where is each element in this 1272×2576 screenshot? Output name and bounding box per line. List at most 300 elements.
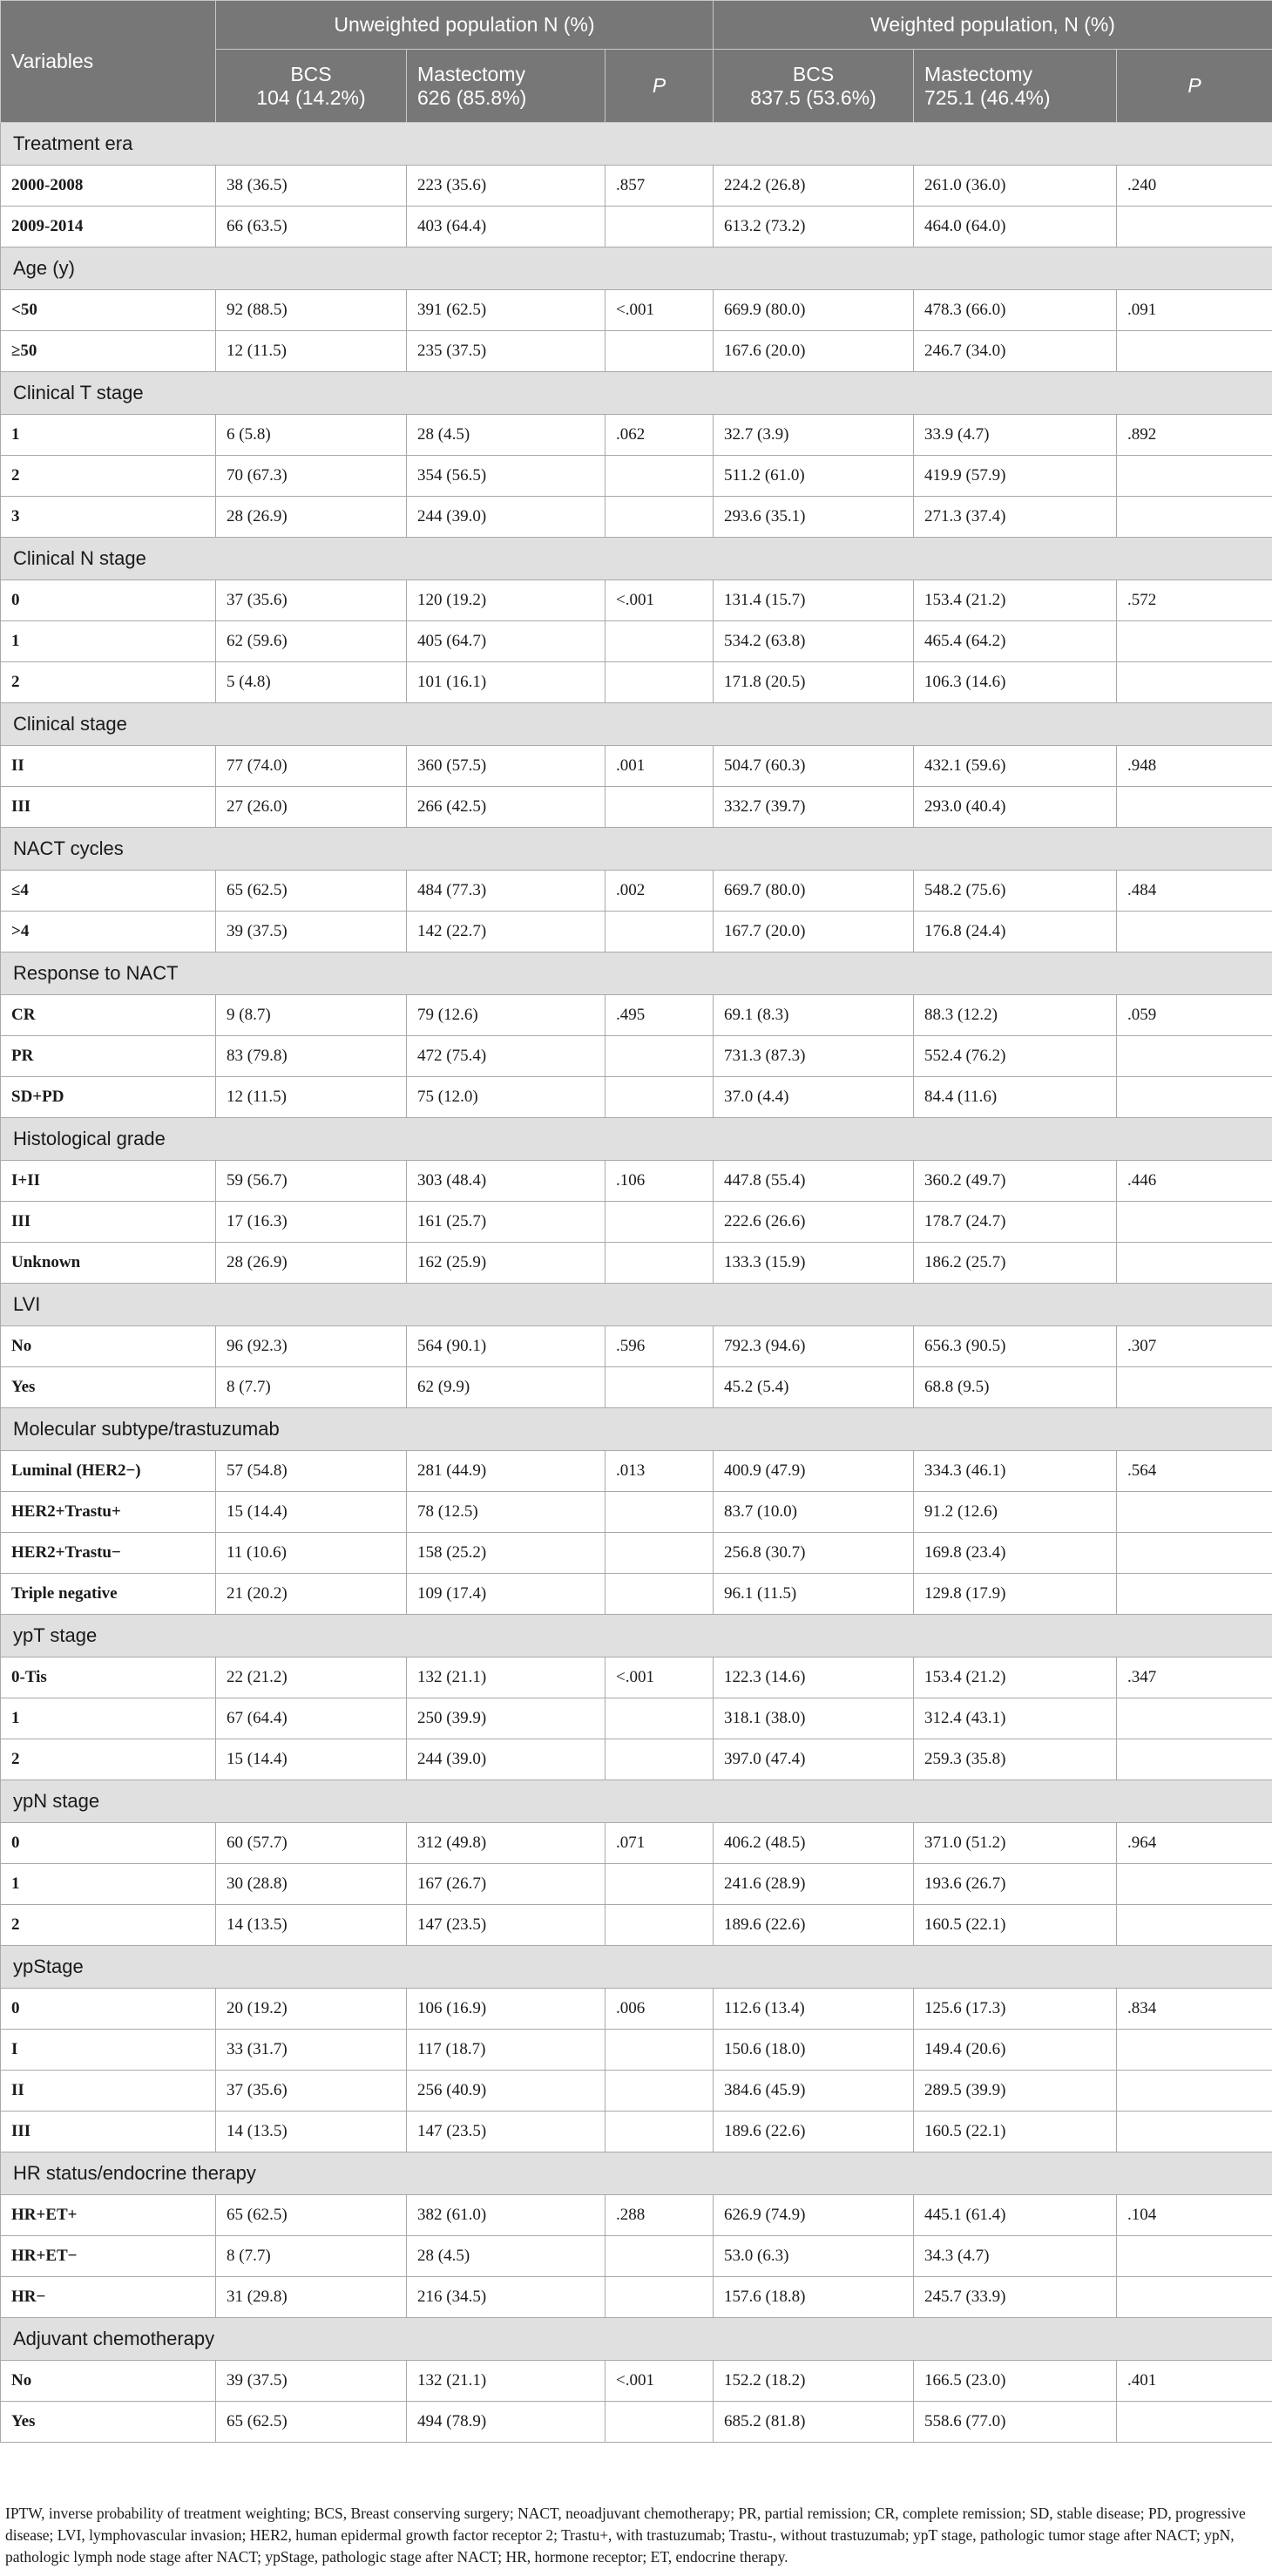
unweighted-p-cell: [606, 2402, 714, 2443]
weighted-mastectomy-cell: 432.1 (59.6): [914, 746, 1117, 787]
row-label: HER2+Trastu+: [1, 1492, 216, 1533]
weighted-mastectomy-cell: 153.4 (21.2): [914, 1657, 1117, 1698]
unweighted-mastectomy-cell: 147 (23.5): [407, 2112, 606, 2152]
weighted-bcs-cell: 152.2 (18.2): [714, 2361, 914, 2402]
unweighted-bcs-cell: 37 (35.6): [216, 580, 407, 621]
unweighted-bcs-cell: 17 (16.3): [216, 1202, 407, 1243]
section-header-row: [1, 538, 1272, 580]
unweighted-mastectomy-cell: 62 (9.9): [407, 1367, 606, 1408]
section-header-row: [1, 372, 1272, 415]
row-label: I+II: [1, 1161, 216, 1202]
section-title: HR status/endocrine therapy: [1, 2152, 1272, 2195]
weighted-bcs-cell: 504.7 (60.3): [714, 746, 914, 787]
weighted-p-cell: [1117, 1864, 1272, 1905]
table-row: [1, 1243, 1272, 1284]
unweighted-bcs-cell: 60 (57.7): [216, 1823, 407, 1864]
weighted-p-cell: .964: [1117, 1823, 1272, 1864]
unweighted-bcs-cell: 66 (63.5): [216, 207, 407, 247]
weighted-bcs-count: 837.5 (53.6%): [750, 85, 876, 109]
weighted-p-cell: .104: [1117, 2195, 1272, 2236]
unweighted-mastectomy-cell: 382 (61.0): [407, 2195, 606, 2236]
unweighted-bcs-cell: 39 (37.5): [216, 2361, 407, 2402]
row-label: 2: [1, 1905, 216, 1946]
section-header-row: [1, 2318, 1272, 2361]
weighted-mastectomy-label: Mastectomy: [924, 62, 1033, 85]
unweighted-p-cell: [606, 497, 714, 538]
table-row: [1, 2277, 1272, 2318]
weighted-p-cell: [1117, 1077, 1272, 1118]
section-header-row: [1, 1615, 1272, 1657]
unweighted-p-cell: [606, 1243, 714, 1284]
weighted-bcs-cell: 447.8 (55.4): [714, 1161, 914, 1202]
weighted-bcs-cell: 131.4 (15.7): [714, 580, 914, 621]
row-label: CR: [1, 995, 216, 1036]
unweighted-bcs-cell: 27 (26.0): [216, 787, 407, 828]
unweighted-p-cell: [606, 2030, 714, 2071]
row-label: 3: [1, 497, 216, 538]
section-header-row: [1, 247, 1272, 290]
table-row: [1, 662, 1272, 703]
row-label: 2: [1, 662, 216, 703]
weighted-p-cell: [1117, 207, 1272, 247]
table-row: [1, 2112, 1272, 2152]
unweighted-mastectomy-cell: 75 (12.0): [407, 1077, 606, 1118]
table-header: [1, 1, 1272, 123]
weighted-p-cell: [1117, 662, 1272, 703]
section-header-row: [1, 123, 1272, 166]
unweighted-p-cell: .495: [606, 995, 714, 1036]
row-label: HER2+Trastu−: [1, 1533, 216, 1574]
table-row: [1, 1905, 1272, 1946]
row-label: HR+ET+: [1, 2195, 216, 2236]
weighted-p-cell: .834: [1117, 1989, 1272, 2030]
weighted-p-cell: .892: [1117, 415, 1272, 456]
section-title: ypT stage: [1, 1615, 1272, 1657]
unweighted-mastectomy-header: [407, 50, 606, 123]
weighted-bcs-cell: 731.3 (87.3): [714, 1036, 914, 1077]
weighted-bcs-header: [714, 50, 914, 123]
weighted-bcs-cell: 167.6 (20.0): [714, 331, 914, 372]
unweighted-bcs-cell: 6 (5.8): [216, 415, 407, 456]
weighted-mastectomy-cell: 169.8 (23.4): [914, 1533, 1117, 1574]
section-title: Clinical stage: [1, 703, 1272, 746]
row-label: 0: [1, 1989, 216, 2030]
unweighted-p-cell: .013: [606, 1451, 714, 1492]
weighted-bcs-cell: 669.9 (80.0): [714, 290, 914, 331]
unweighted-bcs-cell: 57 (54.8): [216, 1451, 407, 1492]
unweighted-p-cell: [606, 2236, 714, 2277]
weighted-mastectomy-cell: 193.6 (26.7): [914, 1864, 1117, 1905]
unweighted-mastectomy-cell: 106 (16.9): [407, 1989, 606, 2030]
unweighted-mastectomy-cell: 484 (77.3): [407, 871, 606, 912]
unweighted-p-cell: .857: [606, 166, 714, 207]
weighted-mastectomy-cell: 552.4 (76.2): [914, 1036, 1117, 1077]
unweighted-mastectomy-cell: 79 (12.6): [407, 995, 606, 1036]
row-label: 0-Tis: [1, 1657, 216, 1698]
weighted-bcs-cell: 534.2 (63.8): [714, 621, 914, 662]
weighted-mastectomy-cell: 656.3 (90.5): [914, 1326, 1117, 1367]
table-row: [1, 1326, 1272, 1367]
weighted-bcs-cell: 69.1 (8.3): [714, 995, 914, 1036]
unweighted-bcs-cell: 67 (64.4): [216, 1698, 407, 1739]
unweighted-mastectomy-cell: 391 (62.5): [407, 290, 606, 331]
table-row: [1, 1533, 1272, 1574]
unweighted-mastectomy-cell: 405 (64.7): [407, 621, 606, 662]
unweighted-p-cell: [606, 621, 714, 662]
weighted-mastectomy-cell: 445.1 (61.4): [914, 2195, 1117, 2236]
weighted-mastectomy-cell: 186.2 (25.7): [914, 1243, 1117, 1284]
weighted-p-cell: [1117, 1698, 1272, 1739]
weighted-p-cell: .572: [1117, 580, 1272, 621]
row-label: II: [1, 746, 216, 787]
weighted-bcs-cell: 511.2 (61.0): [714, 456, 914, 497]
weighted-p-cell: .091: [1117, 290, 1272, 331]
weighted-bcs-cell: 397.0 (47.4): [714, 1739, 914, 1780]
table-row: [1, 1657, 1272, 1698]
unweighted-mastectomy-cell: 256 (40.9): [407, 2071, 606, 2112]
weighted-p-cell: [1117, 1905, 1272, 1946]
weighted-bcs-cell: 37.0 (4.4): [714, 1077, 914, 1118]
weighted-p-cell: [1117, 787, 1272, 828]
table-row: [1, 2402, 1272, 2443]
weighted-p-cell: [1117, 1739, 1272, 1780]
unweighted-bcs-cell: 5 (4.8): [216, 662, 407, 703]
unweighted-mastectomy-cell: 223 (35.6): [407, 166, 606, 207]
unweighted-mastectomy-cell: 167 (26.7): [407, 1864, 606, 1905]
unweighted-bcs-cell: 65 (62.5): [216, 2195, 407, 2236]
weighted-p-cell: .307: [1117, 1326, 1272, 1367]
unweighted-p-cell: [606, 456, 714, 497]
section-title: Clinical T stage: [1, 372, 1272, 415]
section-header-row: [1, 1408, 1272, 1451]
unweighted-group-header: Unweighted population N (%): [216, 1, 714, 50]
unweighted-mastectomy-cell: 28 (4.5): [407, 415, 606, 456]
table-row: [1, 871, 1272, 912]
row-label: III: [1, 787, 216, 828]
unweighted-p-cell: [606, 662, 714, 703]
unweighted-bcs-cell: 65 (62.5): [216, 871, 407, 912]
weighted-bcs-cell: 96.1 (11.5): [714, 1574, 914, 1615]
weighted-bcs-cell: 613.2 (73.2): [714, 207, 914, 247]
weighted-p-cell: .948: [1117, 746, 1272, 787]
weighted-bcs-cell: 122.3 (14.6): [714, 1657, 914, 1698]
unweighted-mastectomy-cell: 281 (44.9): [407, 1451, 606, 1492]
weighted-mastectomy-cell: 558.6 (77.0): [914, 2402, 1117, 2443]
weighted-p-cell: .446: [1117, 1161, 1272, 1202]
weighted-p-cell: [1117, 1036, 1272, 1077]
weighted-bcs-cell: 293.6 (35.1): [714, 497, 914, 538]
table-row: [1, 2361, 1272, 2402]
weighted-bcs-cell: 222.6 (26.6): [714, 1202, 914, 1243]
row-label: I: [1, 2030, 216, 2071]
section-title: Histological grade: [1, 1118, 1272, 1161]
unweighted-p-cell: [606, 1367, 714, 1408]
unweighted-bcs-cell: 33 (31.7): [216, 2030, 407, 2071]
table-row: [1, 787, 1272, 828]
section-title: ypStage: [1, 1946, 1272, 1989]
table-row: [1, 415, 1272, 456]
unweighted-mastectomy-cell: 235 (37.5): [407, 331, 606, 372]
row-label: PR: [1, 1036, 216, 1077]
weighted-mastectomy-cell: 289.5 (39.9): [914, 2071, 1117, 2112]
unweighted-p-cell: [606, 912, 714, 952]
unweighted-p-cell: [606, 2071, 714, 2112]
row-label: 1: [1, 621, 216, 662]
unweighted-bcs-cell: 77 (74.0): [216, 746, 407, 787]
unweighted-bcs-label: BCS: [290, 62, 332, 85]
weighted-mastectomy-cell: 166.5 (23.0): [914, 2361, 1117, 2402]
table-row: [1, 746, 1272, 787]
table-row: [1, 621, 1272, 662]
row-label: 0: [1, 580, 216, 621]
unweighted-bcs-cell: 39 (37.5): [216, 912, 407, 952]
row-label: HR+ET−: [1, 2236, 216, 2277]
weighted-p-cell: .401: [1117, 2361, 1272, 2402]
table-row: [1, 580, 1272, 621]
unweighted-mastectomy-cell: 147 (23.5): [407, 1905, 606, 1946]
unweighted-bcs-cell: 65 (62.5): [216, 2402, 407, 2443]
unweighted-bcs-cell: 62 (59.6): [216, 621, 407, 662]
table-row: [1, 2236, 1272, 2277]
unweighted-mastectomy-cell: 472 (75.4): [407, 1036, 606, 1077]
unweighted-p-cell: [606, 1036, 714, 1077]
table-row: [1, 1367, 1272, 1408]
unweighted-mastectomy-cell: 109 (17.4): [407, 1574, 606, 1615]
weighted-bcs-cell: 406.2 (48.5): [714, 1823, 914, 1864]
unweighted-p-cell: <.001: [606, 290, 714, 331]
section-header-row: [1, 1946, 1272, 1989]
weighted-bcs-cell: 318.1 (38.0): [714, 1698, 914, 1739]
unweighted-p-cell: .002: [606, 871, 714, 912]
unweighted-p-cell: .596: [606, 1326, 714, 1367]
weighted-p-cell: [1117, 2277, 1272, 2318]
weighted-bcs-cell: 332.7 (39.7): [714, 787, 914, 828]
unweighted-mastectomy-cell: 162 (25.9): [407, 1243, 606, 1284]
row-label: HR−: [1, 2277, 216, 2318]
unweighted-bcs-cell: 38 (36.5): [216, 166, 407, 207]
unweighted-bcs-header: [216, 50, 407, 123]
weighted-bcs-cell: 157.6 (18.8): [714, 2277, 914, 2318]
weighted-bcs-cell: 150.6 (18.0): [714, 2030, 914, 2071]
unweighted-bcs-cell: 28 (26.9): [216, 1243, 407, 1284]
row-label: ≥50: [1, 331, 216, 372]
section-title: LVI: [1, 1284, 1272, 1326]
weighted-mastectomy-cell: 106.3 (14.6): [914, 662, 1117, 703]
weighted-mastectomy-cell: 68.8 (9.5): [914, 1367, 1117, 1408]
weighted-mastectomy-cell: 271.3 (37.4): [914, 497, 1117, 538]
table-row: [1, 1823, 1272, 1864]
weighted-p-header: P: [1117, 50, 1272, 123]
weighted-bcs-cell: 792.3 (94.6): [714, 1326, 914, 1367]
row-label: III: [1, 2112, 216, 2152]
weighted-bcs-label: BCS: [792, 62, 835, 85]
weighted-mastectomy-cell: 160.5 (22.1): [914, 2112, 1117, 2152]
weighted-bcs-cell: 685.2 (81.8): [714, 2402, 914, 2443]
row-label: No: [1, 2361, 216, 2402]
section-header-row: [1, 1284, 1272, 1326]
weighted-mastectomy-cell: 548.2 (75.6): [914, 871, 1117, 912]
table-footnote: IPTW, inverse probability of treatment weighting; BCS, Breast conserving surgery; NACT, neoadjuvant chemotherapy; PR, partial remission; CR, complete remission; SD, stable disease; PD, progressive disease; LVI, lymphovascular invasion; HER2, human epidermal growth factor receptor 2; Trastu+, with trastuzumab; Trastu-, without trastuzumab; ypT stage, pathologic tumor stage after NACT; ypN, pathologic lymph node stage after NACT; ypStage, pathologic stage after NACT; HR, hormone receptor; ET, endocrine therapy.: [5, 2505, 1246, 2566]
weighted-bcs-cell: 224.2 (26.8): [714, 166, 914, 207]
unweighted-mastectomy-cell: 564 (90.1): [407, 1326, 606, 1367]
unweighted-mastectomy-cell: 158 (25.2): [407, 1533, 606, 1574]
unweighted-bcs-cell: 70 (67.3): [216, 456, 407, 497]
unweighted-bcs-count: 104 (14.2%): [256, 85, 366, 109]
table-row: [1, 290, 1272, 331]
weighted-mastectomy-cell: 88.3 (12.2): [914, 995, 1117, 1036]
section-title: NACT cycles: [1, 828, 1272, 871]
weighted-mastectomy-cell: 176.8 (24.4): [914, 912, 1117, 952]
unweighted-p-cell: [606, 1492, 714, 1533]
row-label: 2: [1, 1739, 216, 1780]
unweighted-mastectomy-count: 626 (85.8%): [417, 85, 527, 109]
weighted-bcs-cell: 669.7 (80.0): [714, 871, 914, 912]
row-label: Luminal (HER2−): [1, 1451, 216, 1492]
unweighted-mastectomy-cell: 303 (48.4): [407, 1161, 606, 1202]
weighted-p-cell: [1117, 456, 1272, 497]
unweighted-mastectomy-cell: 161 (25.7): [407, 1202, 606, 1243]
row-label: ≤4: [1, 871, 216, 912]
row-label: 1: [1, 415, 216, 456]
table-row: [1, 1036, 1272, 1077]
weighted-bcs-cell: 400.9 (47.9): [714, 1451, 914, 1492]
weighted-mastectomy-cell: 33.9 (4.7): [914, 415, 1117, 456]
unweighted-bcs-cell: 30 (28.8): [216, 1864, 407, 1905]
weighted-mastectomy-cell: 334.3 (46.1): [914, 1451, 1117, 1492]
weighted-group-header: Weighted population, N (%): [714, 1, 1272, 50]
table-row: [1, 1864, 1272, 1905]
unweighted-bcs-cell: 12 (11.5): [216, 1077, 407, 1118]
table-row: [1, 2071, 1272, 2112]
unweighted-p-cell: [606, 331, 714, 372]
unweighted-p-cell: [606, 1905, 714, 1946]
weighted-mastectomy-count: 725.1 (46.4%): [924, 85, 1051, 109]
weighted-p-cell: .484: [1117, 871, 1272, 912]
weighted-mastectomy-cell: 312.4 (43.1): [914, 1698, 1117, 1739]
table-row: [1, 995, 1272, 1036]
unweighted-bcs-cell: 83 (79.8): [216, 1036, 407, 1077]
weighted-bcs-cell: 626.9 (74.9): [714, 2195, 914, 2236]
weighted-p-cell: [1117, 1492, 1272, 1533]
unweighted-p-header: P: [606, 50, 714, 123]
weighted-mastectomy-cell: 261.0 (36.0): [914, 166, 1117, 207]
weighted-p-cell: [1117, 1202, 1272, 1243]
unweighted-mastectomy-cell: 250 (39.9): [407, 1698, 606, 1739]
unweighted-bcs-cell: 31 (29.8): [216, 2277, 407, 2318]
unweighted-p-cell: [606, 2277, 714, 2318]
unweighted-bcs-cell: 11 (10.6): [216, 1533, 407, 1574]
section-title: Molecular subtype/trastuzumab: [1, 1408, 1272, 1451]
section-title: Adjuvant chemotherapy: [1, 2318, 1272, 2361]
weighted-p-cell: [1117, 621, 1272, 662]
weighted-bcs-cell: 83.7 (10.0): [714, 1492, 914, 1533]
unweighted-p-cell: .106: [606, 1161, 714, 1202]
unweighted-p-cell: [606, 1077, 714, 1118]
unweighted-p-cell: <.001: [606, 1657, 714, 1698]
unweighted-bcs-cell: 21 (20.2): [216, 1574, 407, 1615]
section-title: Treatment era: [1, 123, 1272, 166]
unweighted-mastectomy-cell: 216 (34.5): [407, 2277, 606, 2318]
unweighted-mastectomy-cell: 494 (78.9): [407, 2402, 606, 2443]
unweighted-bcs-cell: 96 (92.3): [216, 1326, 407, 1367]
row-label: 2: [1, 456, 216, 497]
row-label: >4: [1, 912, 216, 952]
table-row: [1, 1698, 1272, 1739]
weighted-p-cell: [1117, 2030, 1272, 2071]
unweighted-mastectomy-cell: 360 (57.5): [407, 746, 606, 787]
unweighted-mastectomy-cell: 117 (18.7): [407, 2030, 606, 2071]
section-header-row: [1, 1780, 1272, 1823]
weighted-p-cell: [1117, 2071, 1272, 2112]
unweighted-bcs-cell: 22 (21.2): [216, 1657, 407, 1698]
row-label: 2000-2008: [1, 166, 216, 207]
unweighted-mastectomy-cell: 101 (16.1): [407, 662, 606, 703]
table-row: [1, 2030, 1272, 2071]
weighted-mastectomy-cell: 293.0 (40.4): [914, 787, 1117, 828]
unweighted-mastectomy-cell: 132 (21.1): [407, 1657, 606, 1698]
unweighted-bcs-cell: 15 (14.4): [216, 1492, 407, 1533]
weighted-bcs-cell: 45.2 (5.4): [714, 1367, 914, 1408]
weighted-mastectomy-cell: 246.7 (34.0): [914, 331, 1117, 372]
weighted-mastectomy-cell: 245.7 (33.9): [914, 2277, 1117, 2318]
unweighted-p-cell: [606, 1202, 714, 1243]
unweighted-p-cell: .288: [606, 2195, 714, 2236]
unweighted-mastectomy-cell: 120 (19.2): [407, 580, 606, 621]
row-label: Yes: [1, 2402, 216, 2443]
unweighted-bcs-cell: 8 (7.7): [216, 1367, 407, 1408]
table-row: [1, 912, 1272, 952]
unweighted-p-cell: <.001: [606, 2361, 714, 2402]
weighted-mastectomy-cell: 464.0 (64.0): [914, 207, 1117, 247]
weighted-bcs-cell: 384.6 (45.9): [714, 2071, 914, 2112]
unweighted-bcs-cell: 12 (11.5): [216, 331, 407, 372]
row-label: 2009-2014: [1, 207, 216, 247]
unweighted-mastectomy-cell: 132 (21.1): [407, 2361, 606, 2402]
unweighted-mastectomy-cell: 142 (22.7): [407, 912, 606, 952]
table-row: [1, 1989, 1272, 2030]
section-header-row: [1, 952, 1272, 995]
unweighted-bcs-cell: 20 (19.2): [216, 1989, 407, 2030]
section-title: Clinical N stage: [1, 538, 1272, 580]
weighted-p-cell: .564: [1117, 1451, 1272, 1492]
unweighted-p-cell: .062: [606, 415, 714, 456]
section-title: Age (y): [1, 247, 1272, 290]
weighted-p-cell: [1117, 1243, 1272, 1284]
unweighted-p-cell: <.001: [606, 580, 714, 621]
table-row: [1, 1451, 1272, 1492]
unweighted-p-cell: .001: [606, 746, 714, 787]
table-row: [1, 331, 1272, 372]
row-label: Yes: [1, 1367, 216, 1408]
weighted-p-cell: [1117, 2402, 1272, 2443]
unweighted-mastectomy-cell: 312 (49.8): [407, 1823, 606, 1864]
weighted-p-cell: [1117, 1574, 1272, 1615]
unweighted-p-cell: [606, 1533, 714, 1574]
row-label: III: [1, 1202, 216, 1243]
table-row: [1, 166, 1272, 207]
unweighted-mastectomy-cell: 28 (4.5): [407, 2236, 606, 2277]
weighted-p-cell: [1117, 2112, 1272, 2152]
section-header-row: [1, 828, 1272, 871]
weighted-bcs-cell: 133.3 (15.9): [714, 1243, 914, 1284]
weighted-mastectomy-header: [914, 50, 1117, 123]
weighted-mastectomy-cell: 91.2 (12.6): [914, 1492, 1117, 1533]
unweighted-bcs-cell: 92 (88.5): [216, 290, 407, 331]
variables-header: Variables: [1, 1, 216, 123]
weighted-mastectomy-cell: 419.9 (57.9): [914, 456, 1117, 497]
row-label: Triple negative: [1, 1574, 216, 1615]
table-row: [1, 1077, 1272, 1118]
